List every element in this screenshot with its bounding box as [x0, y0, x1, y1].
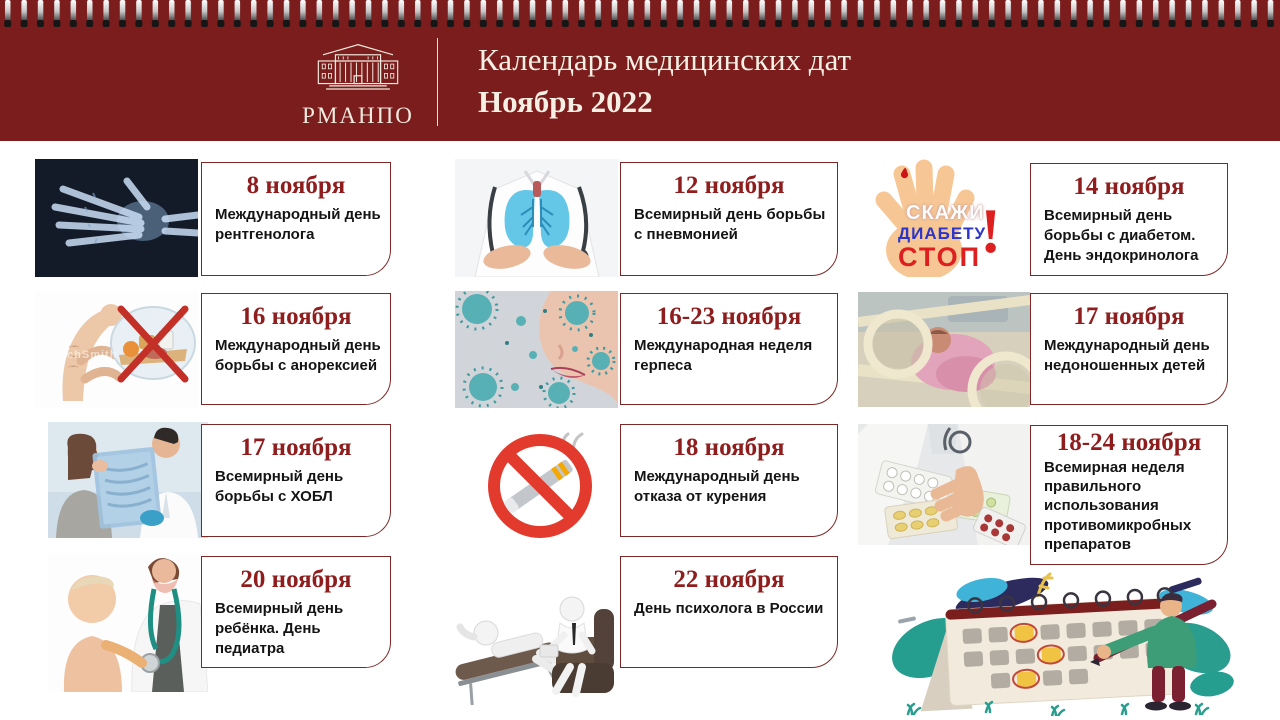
date-card-8-november: [201, 162, 391, 276]
herpes-virus-face-image: [455, 291, 618, 408]
card-date: 20 ноября: [240, 566, 352, 593]
card-date: 18-24 ноября: [1056, 429, 1202, 456]
card-date: 16-23 ноября: [656, 303, 802, 330]
person-marking-calendar-illustration: [890, 568, 1235, 716]
card-description: Международный день борьбы с анорексией: [215, 337, 381, 374]
academy-building-icon: [293, 40, 423, 96]
overlay-exclamation: !: [980, 195, 1002, 266]
card-description: Международная неделя герпеса: [634, 337, 813, 374]
date-card-16-november: [201, 293, 391, 405]
date-card-17-november-premature: [1030, 293, 1228, 405]
xray-hand-image: [35, 159, 198, 277]
date-card-16-23-november: [620, 293, 838, 405]
stop-diabetes-hand-image: [862, 158, 1030, 277]
card-date: 22 ноября: [673, 566, 785, 593]
card-date: 18 ноября: [673, 434, 785, 461]
page-title: Календарь медицинских дат: [478, 42, 852, 77]
date-card-14-november: [1030, 163, 1228, 276]
psychologist-session-image: [452, 575, 622, 705]
date-card-18-24-november: [1030, 425, 1228, 565]
card-description: Международный день отказа от курения: [634, 468, 800, 505]
doctor-holding-lungs-image: [455, 159, 618, 277]
card-date: 8 ноября: [246, 172, 346, 199]
photo-watermark: TechSmith: [53, 349, 118, 361]
pediatrician-with-baby-image: [48, 553, 208, 692]
logo-text: РМАНПО: [302, 103, 414, 128]
doctor-xray-copd-image: [48, 422, 208, 538]
spiral-binding-icon: [0, 0, 1280, 34]
card-description: Международный день недоношенных детей: [1044, 337, 1210, 374]
rmanpo-logo: [286, 40, 430, 129]
card-description: Всемирный день ребёнка. День педиатра: [215, 600, 344, 657]
card-date: 14 ноября: [1073, 173, 1185, 200]
date-card-17-november-copd: [201, 424, 391, 537]
card-description: Всемирная неделя правильного использования противомикробных препаратов: [1044, 459, 1192, 553]
card-date: 17 ноября: [240, 434, 352, 461]
overlay-text-diabetu: ДИАБЕТУ: [898, 224, 987, 243]
incubator-premature-baby-image: [858, 292, 1030, 407]
header-divider: [437, 38, 438, 126]
card-description: Международный день рентгенолога: [215, 206, 381, 243]
card-description: Всемирный день борьбы с пневмонией: [634, 206, 826, 243]
date-card-20-november: [201, 556, 391, 668]
date-card-18-november: [620, 424, 838, 537]
card-description: Всемирный день борьбы с ХОБЛ: [215, 468, 344, 505]
no-smoking-sign-image: [482, 424, 602, 538]
date-card-22-november: [620, 556, 838, 668]
card-date: 12 ноября: [673, 172, 785, 199]
card-description: День психолога в России: [634, 600, 824, 617]
page-subtitle: Ноябрь 2022: [478, 84, 653, 119]
hand-with-pill-blisters-image: [858, 424, 1030, 545]
header-titles: [478, 42, 851, 120]
anorexia-figure-image: [35, 291, 198, 408]
card-date: 17 ноября: [1073, 303, 1185, 330]
overlay-text-skazhi: СКАЖИ: [906, 202, 985, 224]
card-description: Всемирный день борьбы с диабетом. День эндокринолога: [1044, 207, 1199, 264]
overlay-text-stop: СТОП: [898, 242, 982, 272]
card-date: 16 ноября: [240, 303, 352, 330]
header: [0, 0, 1280, 141]
date-card-12-november: [620, 162, 838, 276]
